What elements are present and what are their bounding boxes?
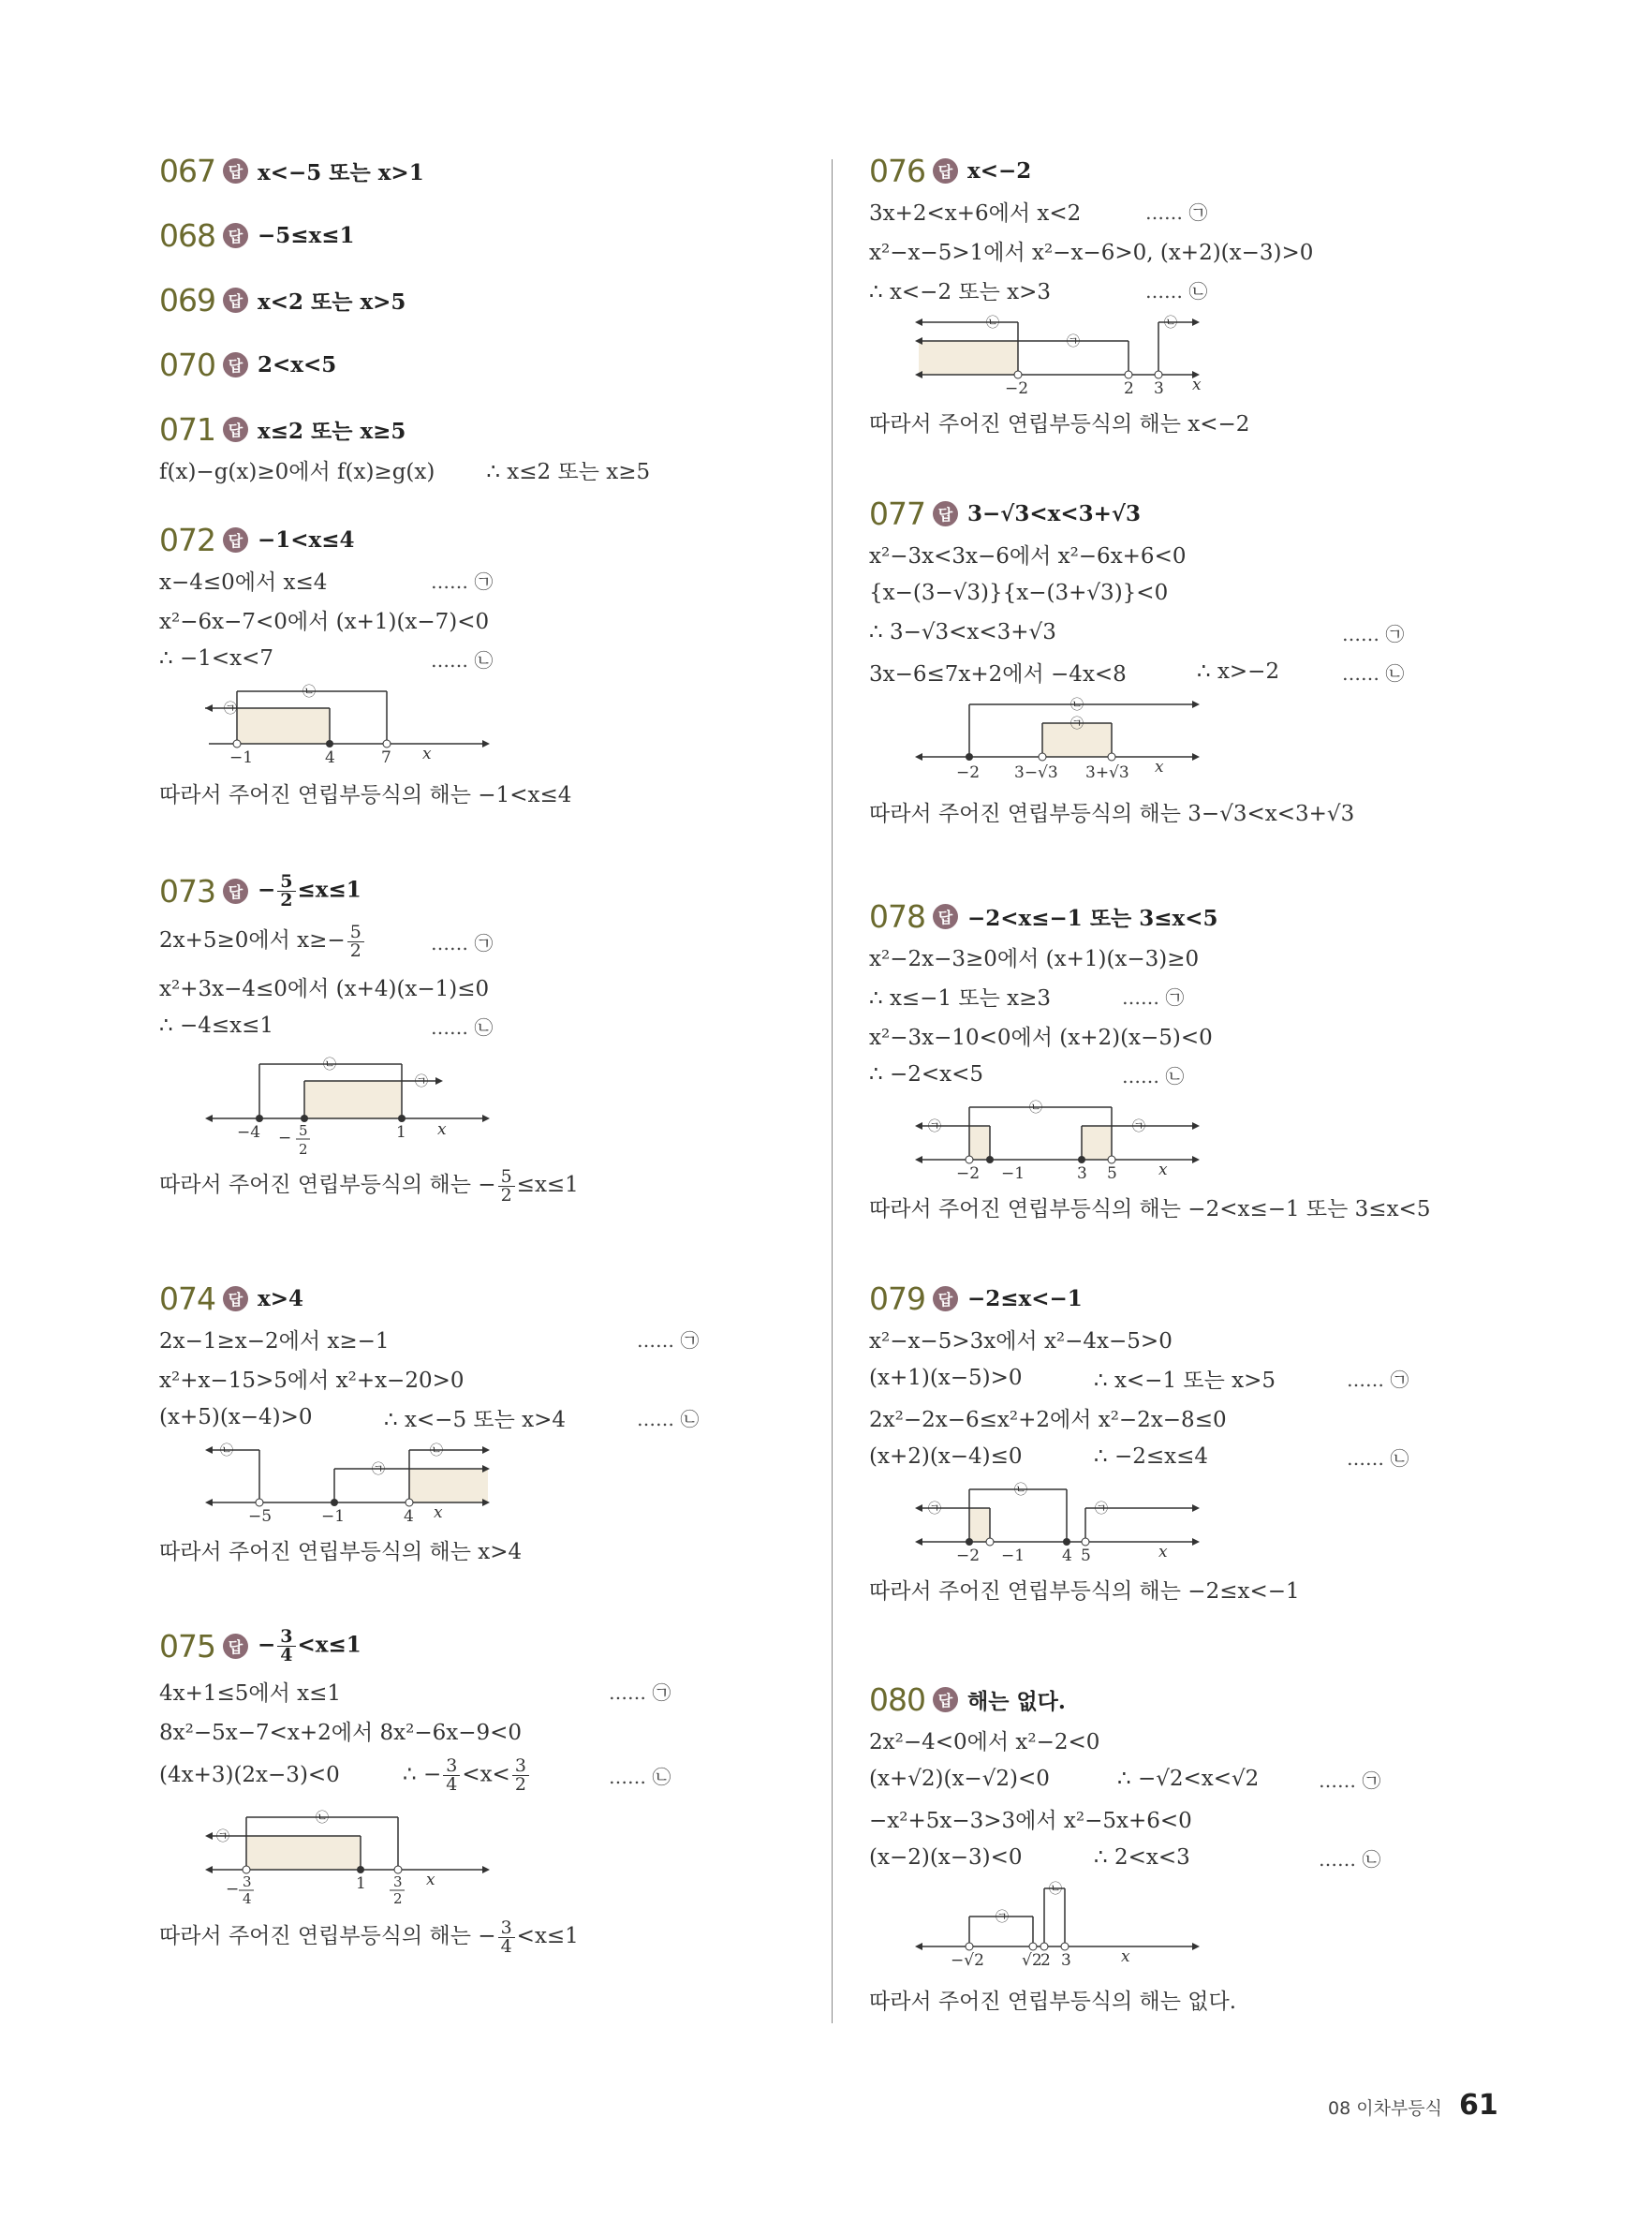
tick-label: 1 <box>396 1123 406 1142</box>
answer: x≤2 또는 x≥5 <box>258 418 406 444</box>
tick-label: 3 <box>393 1873 403 1890</box>
answer-badge: 답 <box>223 417 248 442</box>
tick-label: 3 <box>243 1873 252 1890</box>
answer: x>4 <box>258 1285 303 1311</box>
tick-label: 2 <box>1124 379 1134 393</box>
problem-078: 078 답 −2<x≤−1 또는 3≤x<5 x²−2x−3≥0에서 (x+1)(x−3)≥0 ∴ x≤−1 또는 x≥3 …… ㉠ x²−3x−10<0에서 (x+2)(x−5)<0 ∴ −2<x<5 …… ㉡ ㉠ ㉡ ㉠ −2 −1 3 5 x 따라서 주어진 연립부등식의 해는 −2<x≤−1 또는 3≤x<5 <box>869 897 1431 1221</box>
solution-line: ∴ x<−2 또는 x>3 <box>869 279 1052 304</box>
mark-2: ㉡ <box>1049 1882 1062 1897</box>
answer-badge: 답 <box>933 904 958 929</box>
mark-1: ㉠ <box>1132 1119 1145 1134</box>
solution-line: x²−x−5>1에서 x²−x−6>0, (x+2)(x−3)>0 <box>869 240 1314 265</box>
solution-conclusion: ∴ 2<x<3 <box>1094 1845 1190 1870</box>
tick-label: 5 <box>1081 1547 1091 1561</box>
problem-080: 080 답 해는 없다. 2x²−4<0에서 x²−2<0 (x+√2)(x−√2)<0 ∴ −√2<x<√2 …… ㉠ −x²+5x−3>3에서 x²−5x+6<0 (x−2)(x−3)<0 ∴ 2<x<3 …… ㉡ ㉠ ㉡ −√2 √2 2 3 x 따라서 주어진 연립부등식의 해는 없다. <box>869 1680 1381 2014</box>
solution-conclusion: ∴ − $\frac{3}{4}$ <x< $\frac{3}{2}$ <box>403 1757 609 1794</box>
answer-badge: 답 <box>933 501 958 526</box>
mark-2: ㉡ <box>1029 1101 1042 1116</box>
tick-label: 3+√3 <box>1085 763 1129 781</box>
tick-label: −2 <box>956 1164 981 1178</box>
solution-line: x²+x−15>5에서 x²+x−20>0 <box>159 1368 465 1393</box>
problem-number: 071 <box>159 410 215 448</box>
mark-2: ㉡ <box>986 316 999 331</box>
answer: x<2 또는 x>5 <box>258 289 406 315</box>
number-line-074 <box>201 1437 520 1521</box>
problem-079: 079 답 −2≤x<−1 x²−x−5>3x에서 x²−4x−5>0 (x+1)(x−5)>0 ∴ x<−1 또는 x>5 …… ㉠ 2x²−2x−6≤x²+2에서 x²−2x−8≤0 (x+2)(x−4)≤0 ∴ −2≤x≤4 …… ㉡ ㉠ ㉡ ㉠ −2 −1 4 5 x 따라서 주어진 연립부등식의 해는 −2≤x<−1 <box>869 1280 1409 1604</box>
problem-number: 069 <box>159 281 215 318</box>
solution-line: f(x)−g(x)≥0에서 f(x)≥g(x) <box>159 459 435 484</box>
solution-line: (4x+3)(2x−3)<0 <box>159 1763 340 1787</box>
conclusion: 따라서 주어진 연립부등식의 해는 없다. <box>869 1989 1237 2014</box>
tick-label: −1 <box>229 748 254 762</box>
tick-label: −1 <box>1001 1547 1025 1561</box>
problem-number: 068 <box>159 216 215 254</box>
solution-line: x−4≤0에서 x≤4 <box>159 570 328 595</box>
problem-077: 077 답 3−√3<x<3+√3 x²−3x<3x−6에서 x²−6x+6<0 {x−(3−√3)}{x−(3+√3)}<0 ∴ 3−√3<x<3+√3 …… ㉠ 3x−6≤7x+2에서 −4x<8 ∴ x>−2 …… ㉡ ㉡ ㉠ −2 3−√3 3+√3 x 따라서 주어진 연립부등식의 해는 3−√3<x<3+√3 <box>869 495 1405 826</box>
axis-label: x <box>434 1503 443 1521</box>
mark-2: ㉡ <box>1070 698 1084 713</box>
solution-line: 2x−1≥x−2에서 x≥−1 <box>159 1328 390 1354</box>
mark-2: ㉡ <box>430 1443 443 1458</box>
tick-label: 2 <box>299 1141 308 1158</box>
solution-conclusion: ∴ x<−5 또는 x>4 <box>384 1407 567 1432</box>
tick-label: 1 <box>356 1874 366 1893</box>
tick-label: −2 <box>1005 379 1029 393</box>
number-line-080 <box>911 1877 1230 1971</box>
page-number: 61 <box>1459 2089 1498 2122</box>
conclusion: 따라서 주어진 연립부등식의 해는 3−√3<x<3+√3 <box>869 801 1355 826</box>
axis-label: x <box>422 745 432 762</box>
problem-number: 067 <box>159 152 215 189</box>
solution-line: x²−2x−3≥0에서 (x+1)(x−3)≥0 <box>869 946 1200 971</box>
tick-label: −2 <box>956 763 981 781</box>
answer: − $\frac{3}{4}$ <x≤1 <box>258 1625 361 1665</box>
solution-line: x²+3x−4≤0에서 (x+4)(x−1)≤0 <box>159 976 490 1001</box>
mark-1: ㉠ <box>996 1910 1009 1925</box>
solution-line: ∴ −2<x<5 <box>869 1062 983 1087</box>
solution-line: ∴ −1<x<7 <box>159 646 273 671</box>
answer-badge: 답 <box>933 158 958 184</box>
answer-badge: 답 <box>223 527 248 553</box>
tick-label: 3 <box>1154 379 1164 393</box>
solution-conclusion: ∴ x>−2 <box>1197 659 1280 684</box>
problem-number: 078 <box>869 897 925 935</box>
tick-label: −1 <box>1001 1164 1025 1178</box>
mark-1: ㉠ <box>372 1462 385 1477</box>
axis-label: x <box>1158 1543 1168 1561</box>
tick-label: −1 <box>321 1507 346 1521</box>
problem-068 <box>159 215 815 256</box>
solution-conclusion: ∴ −√2<x<√2 <box>1117 1767 1260 1791</box>
axis-label: x <box>1155 758 1164 777</box>
tick-label: −2 <box>956 1547 981 1561</box>
answer-badge: 답 <box>933 1687 958 1712</box>
answer: −2≤x<−1 <box>967 1285 1083 1311</box>
problem-number: 072 <box>159 521 215 558</box>
mark-1: ㉠ <box>1070 717 1084 732</box>
problem-number: 070 <box>159 346 215 383</box>
problem-073: 073 답 − $\frac{5}{2}$ ≤x≤1 2x+5≥0에서 x≥− $\frac{5}{2}$ …… ㉠ x²+3x−4≤0에서 (x+4)(x−1)≤0 ∴ −4≤x≤1 …… ㉡ ㉡ ㉠ −4 − 5 2 1 x 따라서 주어진 연립부등식의 해는 − $\frac{5}{2}$ ≤x≤1 <box>159 870 579 1206</box>
problem-075: 075 답 − $\frac{3}{4}$ <x≤1 4x+1≤5에서 x≤1 …… ㉠ 8x²−5x−7<x+2에서 8x²−6x−9<0 (4x+3)(2x−3)<0 ∴ − $\frac{3}{4}$ <x< $\frac{3}{2}$ …… ㉡ ㉠ ㉡ − 3 4 1 3 2 x 따라서 주어진 연립부등식의 해는 − $\frac{3}{4}$ <x≤1 <box>159 1625 671 1957</box>
solution-line: (x+1)(x−5)>0 <box>869 1366 1023 1390</box>
tick-label: − <box>226 1880 240 1899</box>
problem-number: 080 <box>869 1680 925 1718</box>
solution-line: x²−x−5>3x에서 x²−4x−5>0 <box>869 1328 1173 1354</box>
answer: − $\frac{5}{2}$ ≤x≤1 <box>258 870 361 910</box>
mark-1: ㉠ <box>928 1502 941 1517</box>
tick-label: −5 <box>248 1507 273 1521</box>
conclusion: 따라서 주어진 연립부등식의 해는 x>4 <box>159 1539 523 1564</box>
tick-label: 3−√3 <box>1014 763 1058 781</box>
solution-line: (x+√2)(x−√2)<0 <box>869 1767 1050 1791</box>
tick-label: 4 <box>243 1890 252 1903</box>
answer-badge: 답 <box>223 879 248 904</box>
problem-071 <box>159 408 815 489</box>
solution-line: −x²+5x−3>3에서 x²−5x+6<0 <box>869 1808 1192 1833</box>
number-line-073 <box>201 1045 520 1158</box>
answer-badge: 답 <box>933 1286 958 1311</box>
mark-1: ㉠ <box>1067 334 1080 349</box>
solution-line: ∴ x≤−1 또는 x≥3 <box>869 985 1052 1011</box>
answer: 3−√3<x<3+√3 <box>967 500 1142 526</box>
solution-line: 2x²−2x−6≤x²+2에서 x²−2x−8≤0 <box>869 1407 1227 1432</box>
mark-2: ㉡ <box>220 1443 233 1458</box>
problem-069 <box>159 279 815 320</box>
mark-1: ㉠ <box>415 1074 428 1089</box>
tick-label: 3 <box>1061 1951 1071 1970</box>
axis-label: x <box>437 1120 447 1139</box>
tick-label: √2 <box>1022 1951 1042 1970</box>
solution-conclusion: ∴ −2≤x≤4 <box>1094 1444 1208 1469</box>
answer-badge: 답 <box>223 223 248 248</box>
tick-label: −√2 <box>951 1951 984 1970</box>
solution-region <box>237 708 330 744</box>
solution-line: x²−3x−10<0에서 (x+2)(x−5)<0 <box>869 1025 1213 1050</box>
number-line-079 <box>911 1476 1230 1561</box>
problem-072: 072 답 −1<x≤4 x−4≤0에서 x≤4 …… ㉠ x²−6x−7<0에서 (x+1)(x−7)<0 ∴ −1<x<7 …… ㉡ ㉠ ㉡ −1 4 7 x 따라서 주어진 연립부등식의 해는 −1<x≤4 <box>159 521 572 807</box>
number-line-077 <box>911 691 1230 781</box>
tick-label: 2 <box>1040 1951 1051 1970</box>
solution-line: {x−(3−√3)}{x−(3+√3)}<0 <box>869 581 1169 605</box>
chapter-title: 08 이차부등식 <box>1328 2098 1442 2119</box>
conclusion: 따라서 주어진 연립부등식의 해는 −2≤x<−1 <box>869 1578 1300 1604</box>
number-line-076 <box>911 309 1230 393</box>
answer-badge: 답 <box>223 1634 248 1659</box>
problem-074: 074 답 x>4 2x−1≥x−2에서 x≥−1 …… ㉠ x²+x−15>5에서 x²+x−20>0 (x+5)(x−4)>0 ∴ x<−5 또는 x>4 …… ㉡ ㉡ ㉠ ㉡ −5 −1 4 x 따라서 주어진 연립부등식의 해는 x>4 <box>159 1280 700 1564</box>
mark-1: ㉠ <box>1095 1502 1108 1517</box>
problem-076: 076 답 x<−2 3x+2<x+6에서 x<2 …… ㉠ x²−x−5>1에서 x²−x−6>0, (x+2)(x−3)>0 ∴ x<−2 또는 x>3 …… ㉡ ㉡ ㉠ ㉡ −2 2 3 x 따라서 주어진 연립부등식의 해는 x<−2 <box>869 152 1314 437</box>
tick-label: 2 <box>393 1890 403 1903</box>
axis-label: x <box>1192 376 1202 393</box>
conclusion: 따라서 주어진 연립부등식의 해는 − $\frac{5}{2}$ ≤x≤1 <box>159 1165 579 1206</box>
answer-badge: 답 <box>223 158 248 184</box>
answer: 해는 없다. <box>967 1688 1066 1714</box>
answer: −2<x≤−1 또는 3≤x<5 <box>967 905 1218 931</box>
tick-label: 4 <box>325 748 335 762</box>
column-divider <box>832 159 833 2023</box>
solution-line: (x+2)(x−4)≤0 <box>869 1444 1023 1469</box>
number-line-072 <box>201 678 520 762</box>
mark-1: ㉠ <box>928 1119 941 1134</box>
mark-2: ㉡ <box>302 685 316 700</box>
mark-2: ㉡ <box>323 1058 336 1073</box>
tick-label: 4 <box>404 1507 414 1521</box>
problem-number: 075 <box>159 1627 215 1665</box>
axis-label: x <box>426 1871 435 1889</box>
solution-line: 4x+1≤5에서 x≤1 <box>159 1680 342 1706</box>
answer-badge: 답 <box>223 1286 248 1311</box>
solution-line: 8x²−5x−7<x+2에서 8x²−6x−9<0 <box>159 1720 523 1745</box>
problem-number: 074 <box>159 1280 215 1317</box>
tick-label: 7 <box>381 748 391 762</box>
conclusion: 따라서 주어진 연립부등식의 해는 −1<x≤4 <box>159 782 572 807</box>
solution-conclusion: ∴ x≤2 또는 x≥5 <box>486 459 651 484</box>
mark-2: ㉡ <box>1164 316 1177 331</box>
mark-1: ㉠ <box>216 1829 229 1844</box>
solution-line: 3x−6≤7x+2에서 −4x<8 <box>869 661 1127 687</box>
tick-label: 4 <box>1062 1547 1072 1561</box>
answer-badge: 답 <box>223 288 248 313</box>
answer: −5≤x≤1 <box>258 222 355 248</box>
page-footer <box>1328 2089 1498 2122</box>
answer-badge: 답 <box>223 352 248 377</box>
conclusion: 따라서 주어진 연립부등식의 해는 − $\frac{3}{4}$ <x≤1 <box>159 1917 579 1957</box>
solution-line: x²−3x<3x−6에서 x²−6x+6<0 <box>869 543 1187 569</box>
tick-label: 5 <box>299 1122 308 1139</box>
solution-line: ∴ −4≤x≤1 <box>159 1014 273 1038</box>
problem-067 <box>159 150 815 191</box>
problem-070 <box>159 344 815 385</box>
solution-conclusion: ∴ x<−1 또는 x>5 <box>1094 1368 1276 1393</box>
mark-2: ㉡ <box>1014 1483 1027 1498</box>
problem-number: 073 <box>159 872 215 910</box>
answer: −1<x≤4 <box>258 526 355 553</box>
tick-label: 3 <box>1077 1164 1087 1178</box>
number-line-075 <box>201 1800 520 1903</box>
problem-number: 079 <box>869 1280 925 1317</box>
solution-line: ∴ 3−√3<x<3+√3 <box>869 620 1056 644</box>
tick-label: −4 <box>237 1123 261 1142</box>
mark-2: ㉡ <box>316 1811 329 1826</box>
conclusion: 따라서 주어진 연립부등식의 해는 x<−2 <box>869 411 1250 437</box>
conclusion: 따라서 주어진 연립부등식의 해는 −2<x≤−1 또는 3≤x<5 <box>869 1196 1431 1221</box>
solution-line: 3x+2<x+6에서 x<2 <box>869 200 1082 226</box>
number-line-078 <box>911 1094 1230 1178</box>
solution-line: x²−6x−7<0에서 (x+1)(x−7)<0 <box>159 609 490 634</box>
axis-label: x <box>1121 1947 1130 1966</box>
problem-number: 077 <box>869 495 925 532</box>
solution-line: (x+5)(x−4)>0 <box>159 1405 313 1429</box>
tick-label: 5 <box>1107 1164 1117 1178</box>
answer: x<−5 또는 x>1 <box>258 159 424 185</box>
mark-1: ㉠ <box>224 702 237 717</box>
answer: x<−2 <box>967 157 1032 184</box>
answer: 2<x<5 <box>258 351 337 377</box>
axis-label: x <box>1158 1161 1168 1178</box>
tick-label: − <box>278 1129 292 1147</box>
solution-line: 2x²−4<0에서 x²−2<0 <box>869 1729 1100 1754</box>
solution-line: 2x+5≥0에서 x≥− $\frac{5}{2}$ <box>159 923 431 960</box>
problem-number: 076 <box>869 152 925 189</box>
solution-line: (x−2)(x−3)<0 <box>869 1845 1023 1870</box>
